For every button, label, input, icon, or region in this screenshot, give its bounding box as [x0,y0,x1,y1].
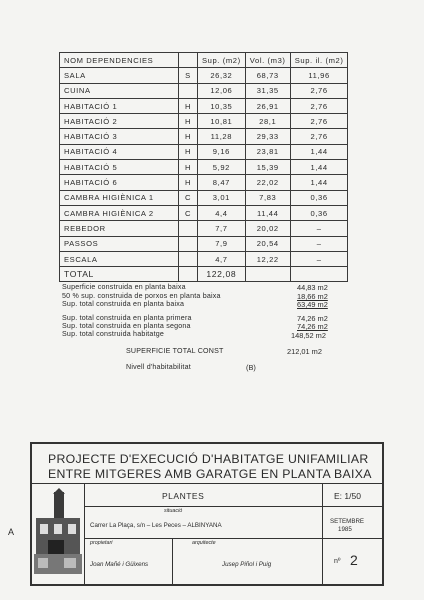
margin-letter: A [8,527,15,537]
table-row [60,160,348,175]
site-address: Carrer La Plaça, s/n – Les Peces – ALBINYANA [90,522,222,529]
summary-line: Sup. total construida en planta baixa [62,300,185,308]
row-name: CAMBRA HIGIÈNICA 2 [60,205,179,220]
total-flag [179,267,198,282]
total-sup: 122,08 [198,267,246,282]
habitability-label: Nivell d'habitabilitat [126,363,191,371]
row-name: HABITACIÓ 3 [60,129,179,144]
row-vol: 7,83 [245,190,290,205]
row-name: HABITACIÓ 4 [60,144,179,159]
divider [84,538,382,539]
table-row [60,129,348,144]
row-sup: 7,7 [198,221,246,236]
total-row [60,267,348,282]
table-row [60,114,348,129]
summary-line: 50 % sup. construida de porxos en planta baixa [62,292,221,300]
header-sup: Sup. (m2) [198,53,246,68]
row-name: HABITACIÓ 2 [60,114,179,129]
row-name: HABITACIÓ 6 [60,175,179,190]
row-flag [179,251,198,266]
row-flag: H [179,114,198,129]
row-sup-il: 11,96 [290,68,348,83]
architect-name: Jusep Piñol i Puig [222,561,272,568]
row-name: ESCALA [60,251,179,266]
row-vol: 23,81 [245,144,290,159]
row-name: CUINA [60,83,179,98]
total-label: TOTAL [60,267,179,282]
row-sup: 7,9 [198,236,246,251]
table-row [60,236,348,251]
divider [322,483,323,584]
row-flag [179,221,198,236]
row-vol: 20,02 [245,221,290,236]
summary-line: Superficie construida en planta baixa [62,283,186,291]
header-name: NOM DEPENDENCIES [60,53,179,68]
situacio-label: situació [164,508,183,514]
row-flag: H [179,98,198,113]
row-sup: 10,81 [198,114,246,129]
project-title-line2: ENTRE MITGERES AMB GARATGE EN PLANTA BAIXA [48,467,372,481]
row-sup: 11,28 [198,129,246,144]
table-row [60,68,348,83]
summary-value: 44,83 m2 [297,283,328,292]
date-year: 1985 [338,526,352,533]
row-flag: H [179,175,198,190]
row-flag: S [179,68,198,83]
row-name: REBEDOR [60,221,179,236]
row-name: CAMBRA HIGIÈNICA 1 [60,190,179,205]
summary-line: Sup. total construida en planta primera [62,314,192,322]
row-sup: 4,7 [198,251,246,266]
row-vol: 12,22 [245,251,290,266]
summary-total-label: SUPERFICIE TOTAL CONST [126,347,224,355]
header-sup-il: Sup. il. (m2) [290,53,348,68]
row-name: HABITACIÓ 1 [60,98,179,113]
divider [84,506,382,507]
propietari-label: propietari [90,540,113,546]
table-row [60,83,348,98]
dependencies-table [59,52,348,282]
row-name: SALA [60,68,179,83]
total-vol [245,267,290,282]
row-vol: 68,73 [245,68,290,83]
row-flag: H [179,160,198,175]
arquitecte-label: arquitecte [192,540,216,546]
row-vol: 22,02 [245,175,290,190]
drawing-title: PLANTES [162,491,205,501]
architecture-logo [34,488,82,580]
row-sup-il: – [290,236,348,251]
table-row [60,175,348,190]
row-sup: 10,35 [198,98,246,113]
owner-name: Joan Mañé i Güixens [90,561,149,568]
row-sup: 4,4 [198,205,246,220]
summary-value: 18,66 m2 [297,292,328,301]
total-sup-il [290,267,348,282]
row-vol: 26,91 [245,98,290,113]
summary-value: 74,26 m2 [297,322,328,331]
sheet-number-prefix: nº [334,558,341,565]
row-vol: 20,54 [245,236,290,251]
row-name: PASSOS [60,236,179,251]
summary-value: 74,26 m2 [297,314,328,323]
date-month: SETEMBRE [330,518,365,525]
row-vol: 15,39 [245,160,290,175]
header-flag [179,53,198,68]
row-vol: 29,33 [245,129,290,144]
row-sup-il: – [290,251,348,266]
row-sup: 8,47 [198,175,246,190]
divider [172,538,173,584]
table-row [60,251,348,266]
summary-total-value: 212,01 m2 [287,347,322,356]
project-title-line1: PROJECTE D'EXECUCIÓ D'HABITATGE UNIFAMILIAR [48,452,369,466]
table-row [60,190,348,205]
row-flag: H [179,144,198,159]
row-vol: 11,44 [245,205,290,220]
row-vol: 28,1 [245,114,290,129]
row-sup-il: 1,44 [290,160,348,175]
row-flag: C [179,205,198,220]
summary-line: Sup. total construida en planta segona [62,322,191,330]
header-vol: Vol. (m3) [245,53,290,68]
table-row [60,98,348,113]
title-block [30,442,384,586]
row-flag [179,83,198,98]
row-sup: 26,32 [198,68,246,83]
summary-value: 148,52 m2 [291,331,326,340]
table-header-row [60,53,348,68]
table-row [60,221,348,236]
summary-value: 63,49 m2 [297,300,328,309]
row-flag: C [179,190,198,205]
row-sup-il: – [290,221,348,236]
row-flag [179,236,198,251]
row-vol: 31,35 [245,83,290,98]
summary-line: Sup. total construida habitatge [62,330,165,338]
habitability-value: (B) [246,363,256,372]
row-name: HABITACIÓ 5 [60,160,179,175]
row-sup: 3,01 [198,190,246,205]
row-flag: H [179,129,198,144]
row-sup-il: 2,76 [290,83,348,98]
table-row [60,205,348,220]
row-sup-il: 0,36 [290,205,348,220]
row-sup-il: 2,76 [290,129,348,144]
row-sup: 12,06 [198,83,246,98]
sheet-number: 2 [350,552,358,568]
table-row [60,144,348,159]
row-sup-il: 0,36 [290,190,348,205]
row-sup-il: 1,44 [290,144,348,159]
row-sup-il: 2,76 [290,114,348,129]
row-sup-il: 1,44 [290,175,348,190]
row-sup-il: 2,76 [290,98,348,113]
row-sup: 5,92 [198,160,246,175]
divider [84,483,85,584]
row-sup: 9,16 [198,144,246,159]
drawing-scale: E: 1/50 [334,491,361,501]
